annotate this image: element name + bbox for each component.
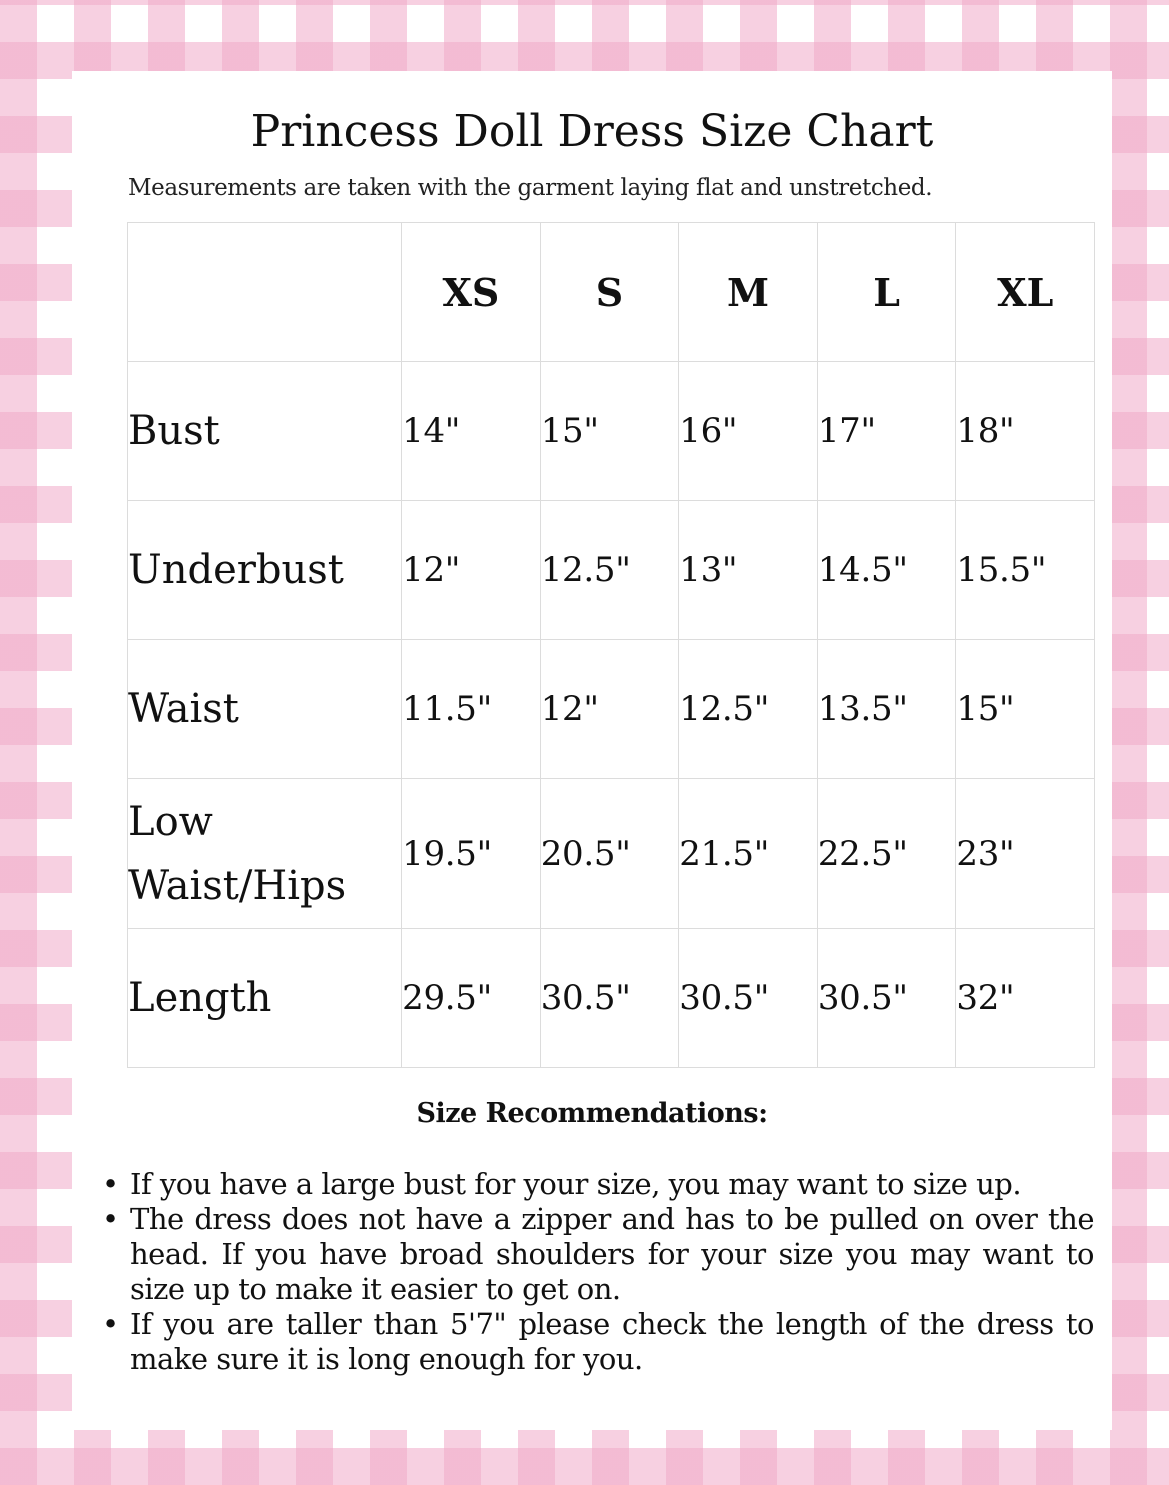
size-header-l: L	[817, 223, 956, 362]
row-label-line: Waist/Hips	[128, 862, 347, 909]
table-cell: 11.5"	[402, 640, 541, 779]
table-header-row	[128, 223, 1095, 362]
list-item	[102, 1307, 1094, 1377]
table-cell: 13"	[679, 501, 818, 640]
table-cell: 32"	[956, 929, 1095, 1068]
row-label-low-waist-hips	[128, 779, 402, 929]
table-cell: 30.5"	[540, 929, 679, 1068]
size-header-m: M	[679, 223, 818, 362]
row-label-waist: Waist	[128, 640, 402, 779]
row-label-underbust: Underbust	[128, 501, 402, 640]
table-cell: 12.5"	[679, 640, 818, 779]
page-subtitle: Measurements are taken with the garment laying flat and unstretched.	[128, 175, 933, 201]
bullet-icon: •	[102, 1307, 119, 1341]
table-row	[128, 640, 1095, 779]
table-cell: 19.5"	[402, 779, 541, 929]
table-cell: 14.5"	[817, 501, 956, 640]
table-cell: 15.5"	[956, 501, 1095, 640]
table-cell: 15"	[540, 362, 679, 501]
recommendations-list	[102, 1167, 1094, 1377]
table-corner-cell	[128, 223, 402, 362]
table-cell: 16"	[679, 362, 818, 501]
size-header-xs: XS	[402, 223, 541, 362]
table-row	[128, 501, 1095, 640]
table-cell: 18"	[956, 362, 1095, 501]
table-cell: 21.5"	[679, 779, 818, 929]
list-item-text: If you have a large bust for your size, you may want to size up.	[130, 1167, 1022, 1201]
row-label-bust: Bust	[128, 362, 402, 501]
table-cell: 17"	[817, 362, 956, 501]
row-label-line: Low	[128, 798, 213, 845]
table-cell: 20.5"	[540, 779, 679, 929]
list-item-text: The dress does not have a zipper and has to be pulled on over the head. If you have broad shoulders for your size you may want to size up to make it easier to get on.	[130, 1202, 1094, 1306]
list-item-text: If you are taller than 5'7" please check the length of the dress to make sure it is long enough for you.	[130, 1307, 1094, 1376]
page-title: Princess Doll Dress Size Chart	[250, 106, 934, 157]
row-label-length: Length	[128, 929, 402, 1068]
table-cell: 22.5"	[817, 779, 956, 929]
size-header-xl: XL	[956, 223, 1095, 362]
table-cell: 13.5"	[817, 640, 956, 779]
list-item	[102, 1202, 1094, 1307]
table-cell: 30.5"	[679, 929, 818, 1068]
size-table	[127, 222, 1095, 1068]
table-row	[128, 779, 1095, 929]
table-row	[128, 929, 1095, 1068]
size-chart-card	[72, 71, 1112, 1430]
table-cell: 15"	[956, 640, 1095, 779]
table-cell: 12"	[402, 501, 541, 640]
size-header-s: S	[540, 223, 679, 362]
list-item	[102, 1167, 1094, 1202]
bullet-icon: •	[102, 1167, 119, 1201]
table-cell: 14"	[402, 362, 541, 501]
table-row	[128, 362, 1095, 501]
table-cell: 29.5"	[402, 929, 541, 1068]
table-cell: 12"	[540, 640, 679, 779]
table-cell: 30.5"	[817, 929, 956, 1068]
table-cell: 12.5"	[540, 501, 679, 640]
table-cell: 23"	[956, 779, 1095, 929]
recommendations-heading: Size Recommendations:	[416, 1098, 768, 1129]
bullet-icon: •	[102, 1202, 119, 1236]
